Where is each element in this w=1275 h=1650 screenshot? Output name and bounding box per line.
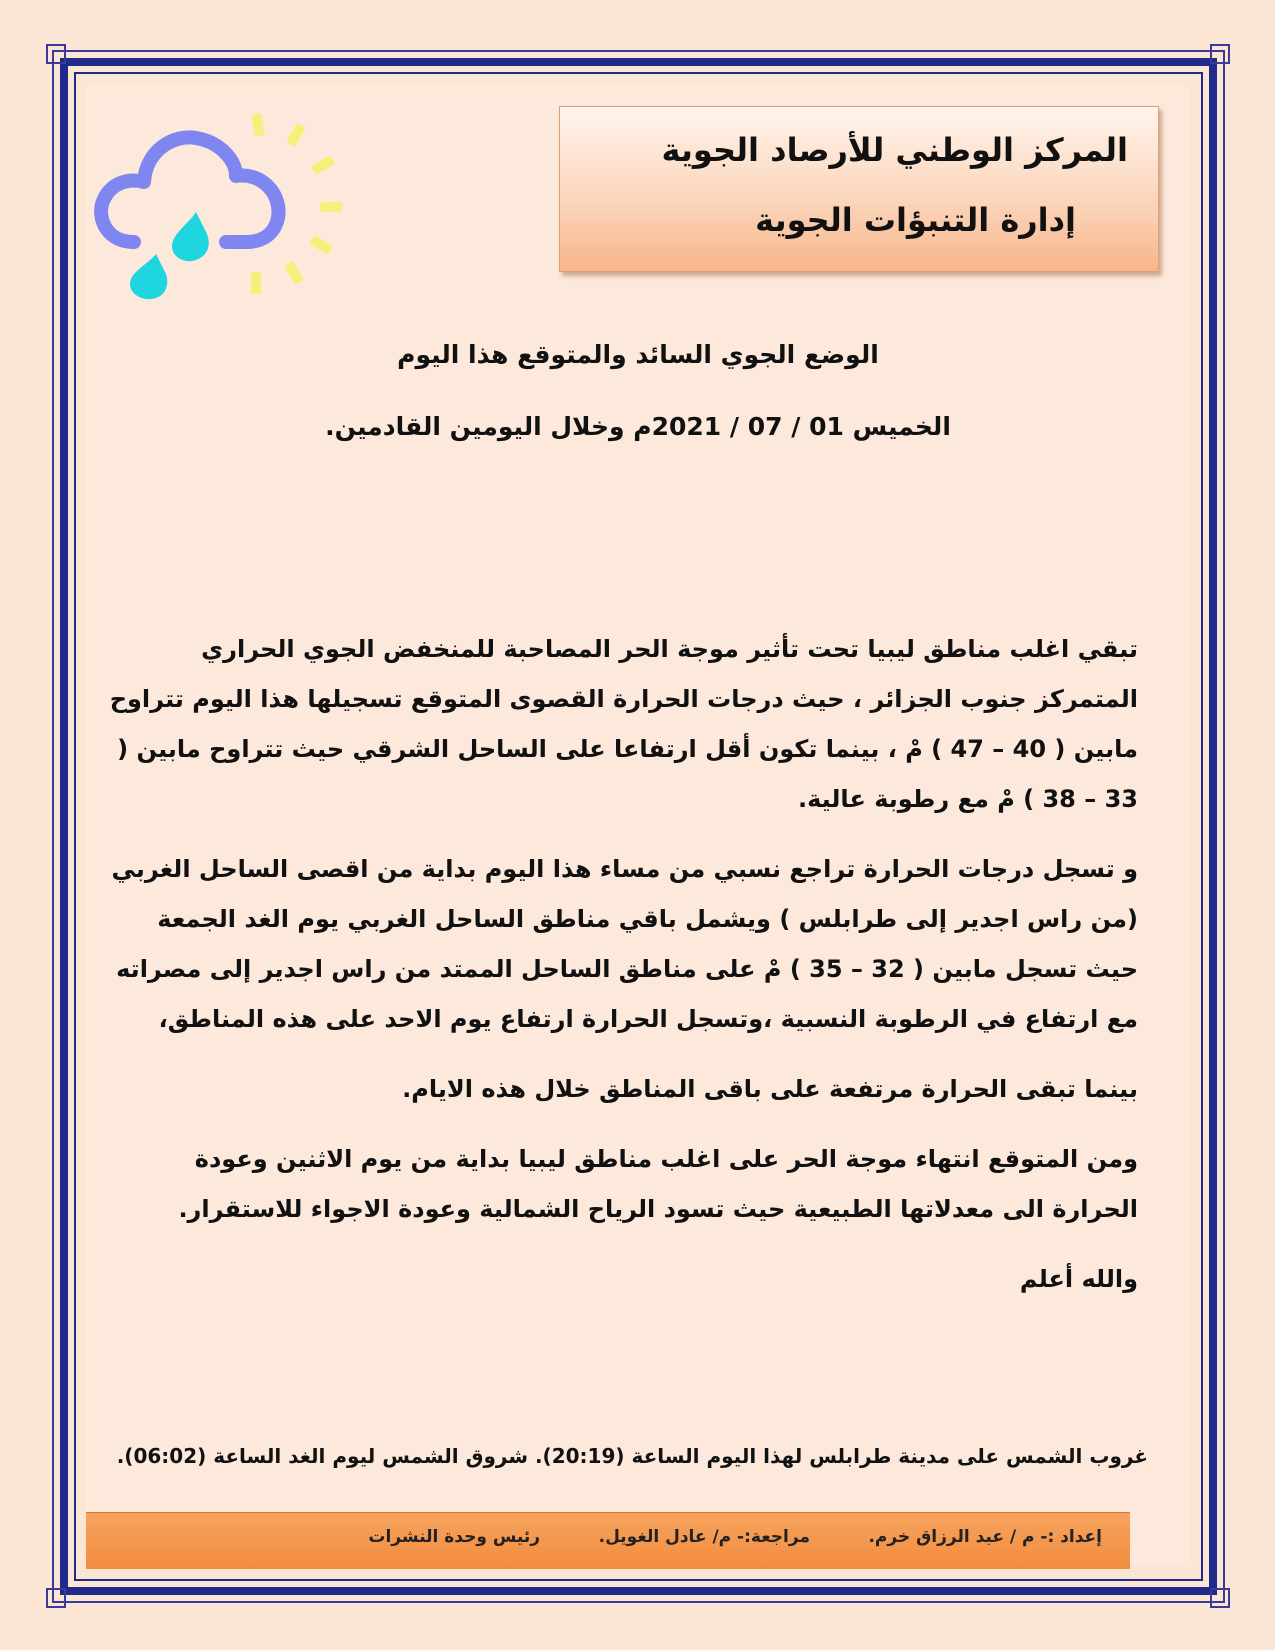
cloud-rain-sun-icon: [86, 104, 366, 304]
footer-bar: [86, 1512, 1130, 1569]
sunset-sunrise-info: غروب الشمس على مدينة طرابلس لهذا اليوم الساعة (20:19). شروق الشمس ليوم الغد الساعة (06:02).: [116, 1444, 1148, 1468]
forecast-paragraph: و تسجل درجات الحرارة تراجع نسبي من مساء هذا اليوم بداية من اقصى الساحل الغربي (من راس اجدير إلى طرابلس ) ويشمل باقي مناطق الساحل الغربي يوم الغد الجمعة حيث تسجل مابين ( 32 – 35 ) مْ على مناطق الساحل الممتد من راس اجدير إلى مصراته مع ارتفاع في الرطوبة النسبية ،وتسجل الحرارة ارتفاع يوم الاحد على هذه المناطق،: [111, 855, 1138, 1033]
bulletin-page: [86, 86, 1190, 1566]
bulletin-title: الوضع الجوي السائد والمتوقع هذا اليوم: [397, 340, 879, 369]
header-title-box: [559, 106, 1159, 272]
department-name: إدارة التنبؤات الجوية: [755, 201, 1076, 239]
prepared-by: إعداد :- م / عبد الرزاق خرم.: [868, 1527, 1102, 1547]
bulletin-date: الخميس 01 / 07 / 2021م وخلال اليومين القادمين.: [325, 412, 951, 441]
org-name: المركز الوطني للأرصاد الجوية: [661, 131, 1128, 169]
raindrop: [130, 254, 167, 299]
forecast-paragraph: ومن المتوقع انتهاء موجة الحر على اغلب مناطق ليبيا بداية من يوم الاثنين وعودة الحرارة الى معدلاتها الطبيعية حيث تسود الرياح الشمالية وعودة الاجواء للاستقرار.: [178, 1145, 1138, 1223]
unit-head: رئيس وحدة النشرات: [368, 1527, 540, 1547]
corner-ornament: [1210, 1588, 1230, 1608]
sun-rays: [251, 113, 342, 294]
corner-ornament: [1210, 44, 1230, 64]
corner-ornament: [46, 44, 66, 64]
closing-phrase: والله أعلم: [1019, 1265, 1138, 1293]
corner-ornament: [46, 1588, 66, 1608]
raindrop: [172, 212, 209, 261]
forecast-paragraph: بينما تبقى الحرارة مرتفعة على باقى المناطق خلال هذه الايام.: [402, 1075, 1138, 1103]
forecast-paragraph: تبقي اغلب مناطق ليبيا تحت تأثير موجة الحر المصاحبة للمنخفض الجوي الحراري المتمركز جنوب الجزائر ، حيث درجات الحرارة القصوى المتوقع تسجيلها هذا اليوم تتراوح مابين ( 40 – 47 ) مْ ، بينما تكون أقل ارتفاعا على الساحل الشرقي حيث تتراوح مابين ( 33 – 38 ) مْ مع رطوبة عالية.: [109, 635, 1138, 813]
reviewed-by: مراجعة:- م/ عادل الغويل.: [598, 1527, 810, 1547]
forecast-body: [102, 624, 1138, 1324]
